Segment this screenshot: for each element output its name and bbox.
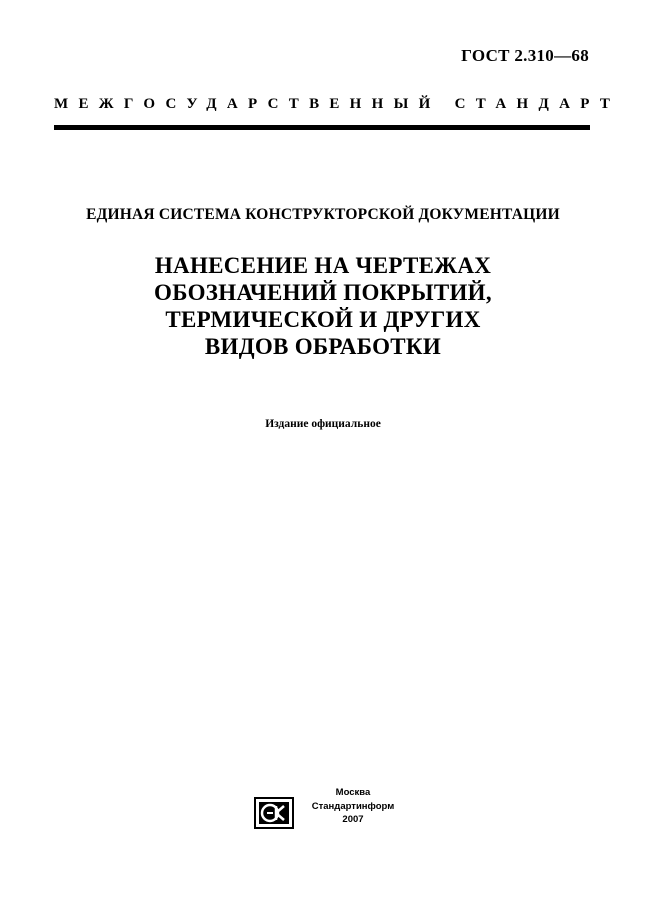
publisher-text xyxy=(298,786,408,827)
header-rule xyxy=(54,125,590,130)
title-line: НАНЕСЕНИЕ НА ЧЕРТЕЖАХ xyxy=(154,253,492,278)
publisher-city: Москва xyxy=(335,787,371,798)
gost-number: ГОСТ 2.310—68 xyxy=(461,46,589,65)
interstate-standard-heading: МЕЖГОСУДАРСТВЕННЫЙ СТАНДАРТ xyxy=(54,96,621,112)
title-line: ТЕРМИЧЕСКОЙ И ДРУГИХ xyxy=(165,307,481,332)
standartinform-logo-icon xyxy=(254,797,294,829)
title-line: ВИДОВ ОБРАБОТКИ xyxy=(204,334,442,359)
publisher-block xyxy=(254,786,414,836)
edition-label: Издание официальное xyxy=(265,418,381,430)
system-name: ЕДИНАЯ СИСТЕМА КОНСТРУКТОРСКОЙ ДОКУМЕНТАЦИИ xyxy=(86,206,560,223)
publication-year: 2007 xyxy=(342,814,364,825)
publisher-name: Стандартинформ xyxy=(311,800,395,812)
title-line: ОБОЗНАЧЕНИЙ ПОКРЫТИЙ, xyxy=(154,280,492,305)
document-title xyxy=(0,252,646,360)
